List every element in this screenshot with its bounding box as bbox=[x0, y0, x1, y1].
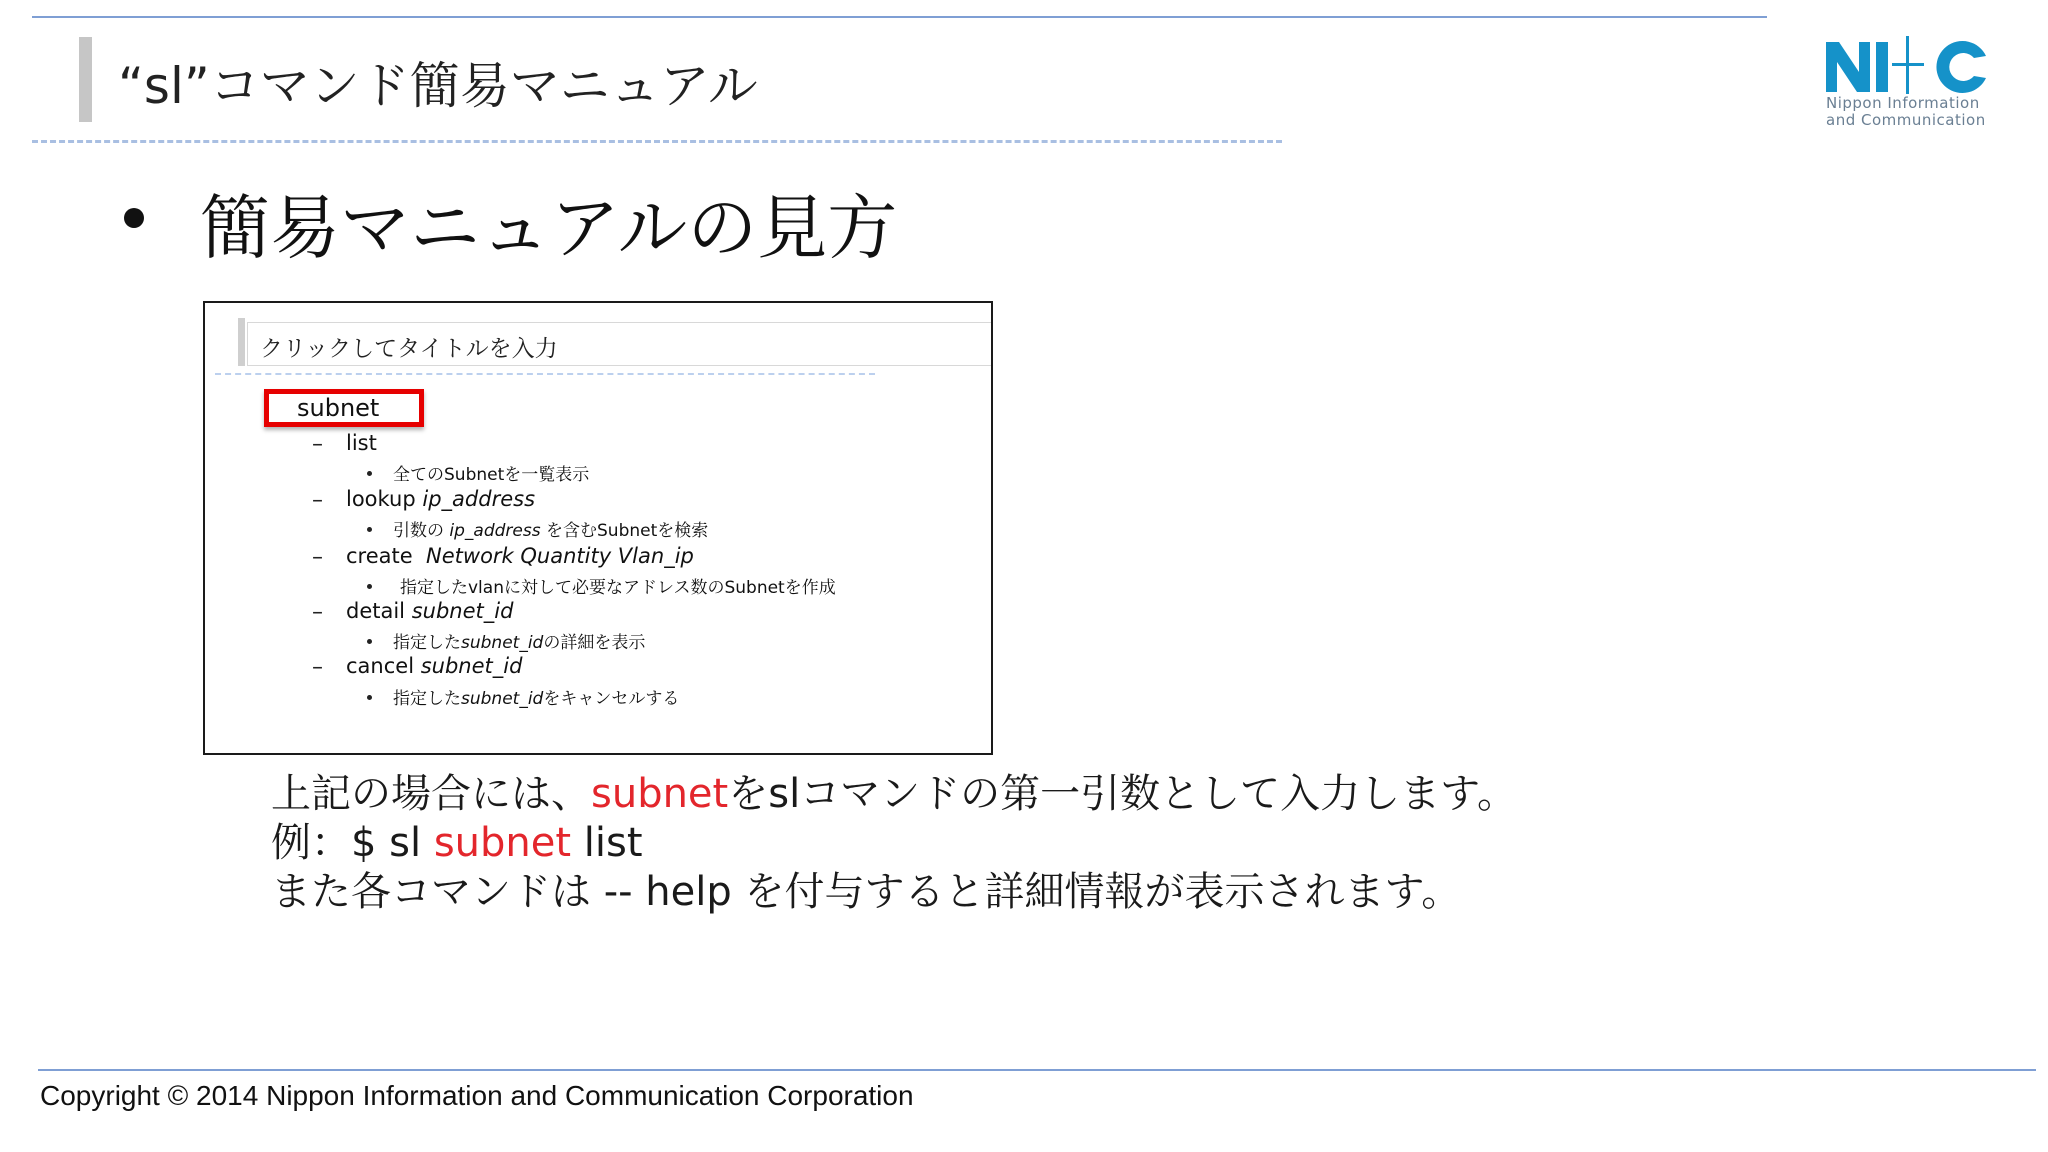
explanation-line-1 bbox=[271, 770, 1517, 819]
desc-post: をキャンセルする bbox=[543, 689, 680, 709]
command-description bbox=[393, 516, 708, 541]
desc-arg: subnet_id bbox=[461, 633, 544, 653]
text-segment: list bbox=[571, 820, 643, 866]
command-lookup bbox=[346, 487, 535, 511]
logo-line-2: and Communication bbox=[1826, 111, 1986, 129]
logo-line-1: Nippon Information bbox=[1826, 94, 1980, 112]
command-create bbox=[346, 544, 694, 568]
desc-pre: 引数の bbox=[393, 521, 444, 541]
sub-bullet-icon bbox=[367, 639, 372, 644]
command-description bbox=[393, 684, 679, 709]
title-accent-bar bbox=[79, 37, 92, 122]
example-slide-screenshot bbox=[203, 301, 993, 755]
copyright-text: Copyright © 2014 Nippon Information and Communication Corporation bbox=[40, 1080, 914, 1111]
explanation-line-2 bbox=[271, 819, 1517, 868]
top-divider bbox=[32, 16, 1767, 18]
desc-arg: ip_address bbox=[449, 521, 541, 541]
sub-bullet-icon bbox=[367, 527, 372, 532]
bullet-icon bbox=[124, 208, 144, 228]
dash-icon: – bbox=[312, 545, 323, 570]
command-list bbox=[346, 431, 377, 455]
command-name: create bbox=[346, 544, 413, 568]
highlighted-keyword: subnet bbox=[433, 820, 572, 866]
nic-logo-mark bbox=[1826, 36, 1990, 94]
text-segment: 例：$ sl bbox=[271, 820, 434, 866]
command-args: ip_address bbox=[422, 487, 536, 511]
explanation-text bbox=[271, 770, 1517, 917]
desc-pre: 指定した bbox=[393, 689, 461, 709]
example-title-placeholder: クリックしてタイトルを入力 bbox=[260, 336, 558, 362]
desc-post: を含むSubnetを検索 bbox=[546, 521, 709, 541]
footer-divider bbox=[38, 1069, 2036, 1071]
title-dashed-divider bbox=[32, 140, 1282, 143]
command-description: 全てのSubnetを一覧表示 bbox=[393, 465, 590, 485]
command-name: list bbox=[346, 431, 377, 455]
command-cancel bbox=[346, 654, 522, 678]
desc-arg: subnet_id bbox=[461, 689, 544, 709]
dash-icon: – bbox=[312, 488, 323, 513]
explanation-line-3: また各コマンドは -- help を付与すると詳細情報が表示されます。 bbox=[271, 869, 1462, 915]
sub-bullet-icon bbox=[367, 584, 372, 589]
example-title-accent-bar bbox=[238, 318, 245, 366]
command-args: subnet_id bbox=[420, 654, 523, 678]
example-dashed-divider bbox=[215, 373, 875, 375]
dash-icon: – bbox=[312, 655, 323, 680]
section-heading: 簡易マニュアルの見方 bbox=[200, 187, 898, 269]
desc-pre: 指定した bbox=[393, 633, 461, 653]
command-detail bbox=[346, 599, 513, 623]
company-logo bbox=[1820, 36, 1990, 131]
text-segment: をslコマンドの第一引数として入力します。 bbox=[728, 771, 1517, 817]
dash-icon: – bbox=[312, 600, 323, 625]
command-description: 指定したvlanに対して必要なアドレス数のSubnetを作成 bbox=[400, 578, 836, 598]
command-args: subnet_id bbox=[411, 599, 514, 623]
dash-icon: – bbox=[312, 432, 323, 457]
highlighted-command: subnet bbox=[297, 394, 380, 422]
slide-title: “sl”コマンド簡易マニュアル bbox=[118, 57, 758, 115]
sub-bullet-icon bbox=[367, 695, 372, 700]
text-segment: 上記の場合には、 bbox=[271, 771, 591, 817]
highlighted-keyword: subnet bbox=[591, 771, 729, 817]
command-args: Network Quantity Vlan_ip bbox=[426, 544, 694, 568]
command-name: cancel bbox=[346, 654, 415, 678]
sub-bullet-icon bbox=[367, 471, 372, 476]
command-name: lookup bbox=[346, 487, 416, 511]
command-description bbox=[393, 628, 645, 653]
desc-post: の詳細を表示 bbox=[543, 633, 646, 653]
command-name: detail bbox=[346, 599, 406, 623]
